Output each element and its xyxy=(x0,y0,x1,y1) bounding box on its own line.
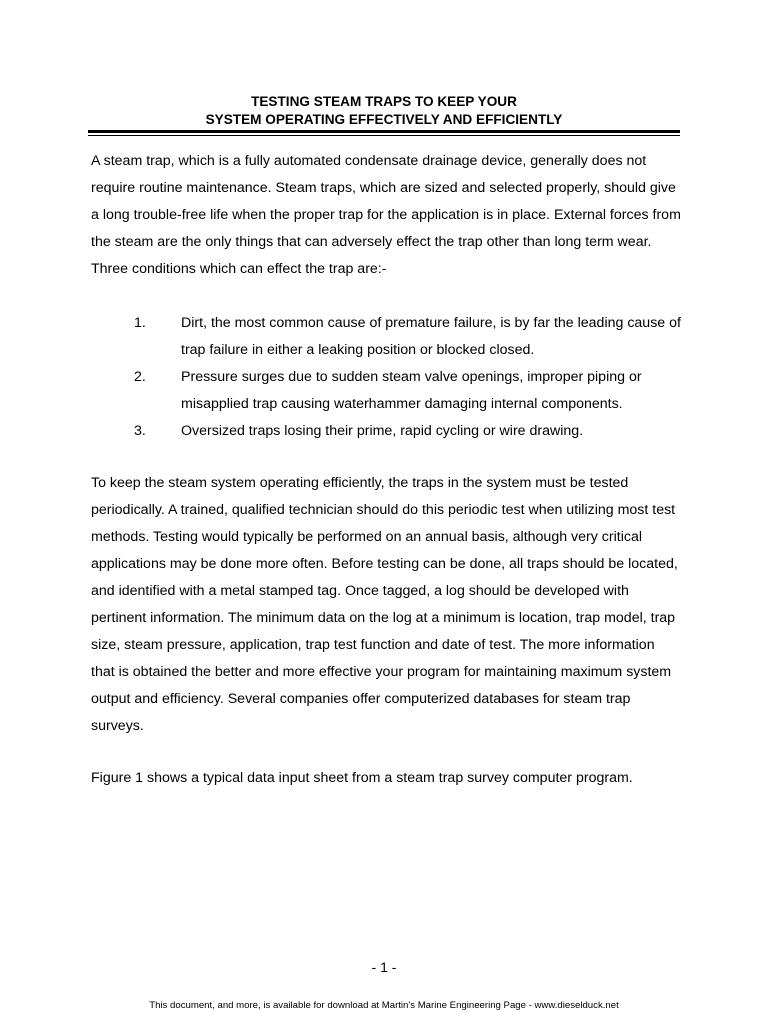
list-item-number: 1. xyxy=(134,315,146,331)
list-item-text: Dirt, the most common cause of premature failure, is by far the leading cause of trap failure in either a leaking position or blocked closed. xyxy=(181,315,681,358)
list-item-number: 2. xyxy=(134,369,146,385)
list-item xyxy=(91,364,681,418)
title-rule-thick xyxy=(88,130,680,133)
conditions-list xyxy=(91,310,681,445)
list-item xyxy=(91,418,681,445)
list-item-text: Oversized traps losing their prime, rapid cycling or wire drawing. xyxy=(181,423,584,439)
figure-reference-paragraph: Figure 1 shows a typical data input sheet from a steam trap survey computer program. xyxy=(91,770,633,786)
page-number: - 1 - xyxy=(371,959,397,975)
list-item-number: 3. xyxy=(134,423,146,439)
document-title-line-1: TESTING STEAM TRAPS TO KEEP YOUR xyxy=(251,94,517,109)
testing-paragraph: To keep the steam system operating efficiently, the traps in the system must be tested periodically. A trained, qualified technician should do this periodic test when utilizing most test methods. Testing would typically be performed on an annual basis, although very critical applications may be done more often. Before testing can be done, all traps should be located, and identified with a metal stamped tag. Once tagged, a log should be developed with pertinent information. The minimum data on the log at a minimum is location, trap model, trap size, steam pressure, application, trap test function and date of test. The more information that is obtained the better and more effective your program for maintaining maximum system output and efficiency. Several companies offer computerized databases for steam trap surveys. xyxy=(91,475,678,734)
list-item xyxy=(91,310,681,364)
intro-paragraph: A steam trap, which is a fully automated condensate drainage device, generally does not require routine maintenance. Steam traps, which are sized and selected properly, should give a long trouble-free life when the proper trap for the application is in place. External forces from the steam are the only things that can adversely effect the trap other than long term wear. Three conditions which can effect the trap are:- xyxy=(91,153,681,277)
title-rule-thin xyxy=(88,135,680,136)
list-item-text: Pressure surges due to sudden steam valve openings, improper piping or misapplied trap causing waterhammer damaging internal components. xyxy=(181,369,642,412)
document-title-line-2: SYSTEM OPERATING EFFECTIVELY AND EFFICIENTLY xyxy=(205,112,563,127)
page-footer: This document, and more, is available for download at Martin's Marine Engineering Page - www.dieselduck.net xyxy=(149,1000,619,1011)
